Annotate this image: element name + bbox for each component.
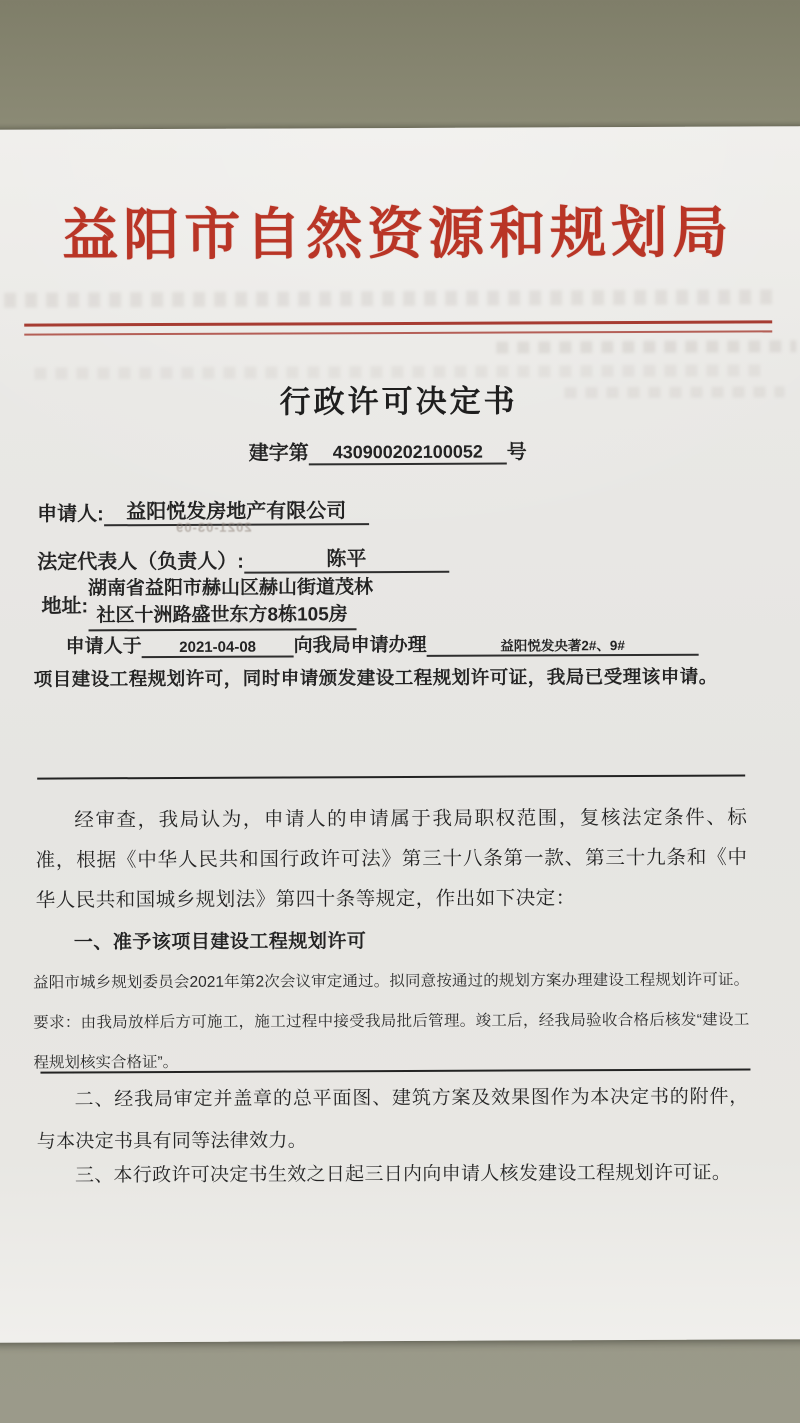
item1-detail: 益阳市城乡规划委员会2021年第2次会议审定通过。拟同意按通过的规划方案办理建设工程规划许可证。要求：由我局放样后方可施工，施工过程中接受我局批后管理。竣工后，经我局验收合格后核发“建设工程规划核实合格证”。	[33, 971, 750, 1072]
header-rule-thick	[24, 320, 772, 326]
header-rule-thin	[24, 330, 772, 335]
legal-rep-row	[37, 542, 449, 575]
address-line2: 社区十洲路盛世东方8栋105房	[96, 604, 348, 627]
applicant-label: 申请人:	[36, 503, 104, 526]
bleed-through-date: 2021-03-09	[175, 519, 252, 535]
applicant-value: 益阳悦发房地产有限公司	[104, 494, 369, 526]
application-tail: 项目建设工程规划许可，同时申请颁发建设工程规划许可证，我局已受理该申请。	[33, 665, 718, 690]
applied-date: 2021-04-08	[142, 638, 294, 658]
application-row	[66, 629, 699, 659]
address-label: 地址:	[41, 594, 89, 618]
decision-preamble: 经审查，我局认为，申请人的申请属于我局职权范围，复核法定条件、标准，根据《中华人民共和国行政许可法》第三十八条第一款、第三十九条和《中华人民共和国城乡规划法》第四十条等规定，作出如下决定：	[35, 807, 748, 912]
applied-on-label: 申请人于	[65, 636, 142, 658]
address-value	[87, 574, 374, 631]
document-page	[0, 126, 800, 1343]
doc-number-suffix: 号	[506, 441, 527, 464]
item1-heading: 一、准予该项目建设工程规划许可	[73, 931, 367, 954]
bleed-through-strip	[4, 289, 774, 307]
address-row	[41, 574, 374, 631]
document-title: 行政许可决定书	[279, 383, 518, 420]
doc-number-row	[249, 435, 527, 465]
project-name: 益阳悦发央著2#、9#	[427, 634, 699, 657]
legal-rep-value: 陈平	[244, 542, 449, 574]
applied-mid-label: 向我局申请办理	[293, 634, 427, 657]
address-line1: 湖南省益阳市赫山区赫山街道茂林	[87, 577, 374, 600]
bleed-through-strip	[496, 340, 796, 353]
doc-number-value: 430900202100052	[309, 442, 507, 466]
legal-rep-label: 法定代表人（负责人）:	[37, 550, 244, 574]
item3-text: 三、本行政许可决定书生效之日起三日内向申请人核发建设工程规划许可证。	[74, 1162, 732, 1187]
doc-number-prefix: 建字第	[248, 442, 309, 465]
section-rule-top	[37, 774, 745, 779]
item2-text: 二、经我局审定并盖章的总平面图、建筑方案及效果图作为本决定书的附件，与本决定书具有同等法律效力。	[36, 1086, 749, 1153]
agency-title: 益阳市自然资源和规划局	[62, 200, 734, 267]
